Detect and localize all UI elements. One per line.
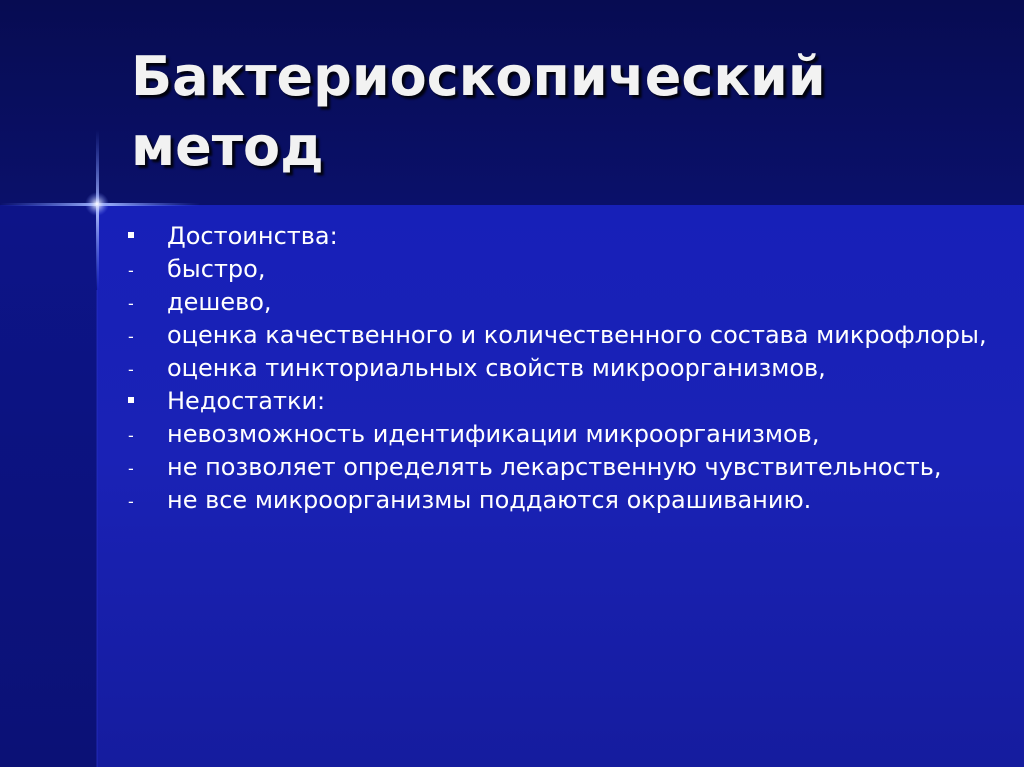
slide-title <box>131 42 991 182</box>
list-item-text: оценка качественного и количественного состава микрофлоры, <box>167 321 987 349</box>
list-item-text: оценка тинкториальных свойств микроорганизмов, <box>167 354 826 382</box>
list-item-text: не все микроорганизмы поддаются окрашиванию. <box>167 486 812 514</box>
list-item-text: не позволяет определять лекарственную чувствительность, <box>167 453 942 481</box>
list-item <box>128 222 988 251</box>
list-item <box>128 453 988 482</box>
left-strip <box>0 205 97 767</box>
dash-bullet-icon: - <box>128 327 134 346</box>
list-item <box>128 420 988 449</box>
list-item-text: Достоинства: <box>167 222 338 250</box>
bullet-list <box>128 222 988 519</box>
list-item <box>128 321 988 350</box>
dash-bullet-icon: - <box>128 492 134 511</box>
list-item <box>128 288 988 317</box>
square-bullet-icon <box>128 232 134 238</box>
dash-bullet-icon: - <box>128 294 134 313</box>
list-item <box>128 255 988 284</box>
list-item-text: быстро, <box>167 255 266 283</box>
list-item-text: дешево, <box>167 288 272 316</box>
title-line-2: метод <box>131 115 324 178</box>
list-item-text: невозможность идентификации микроорганизмов, <box>167 420 820 448</box>
list-item <box>128 486 988 515</box>
title-line-1: Бактериоскопический <box>131 45 826 108</box>
list-item <box>128 387 988 416</box>
dash-bullet-icon: - <box>128 360 134 379</box>
dash-bullet-icon: - <box>128 459 134 478</box>
dash-bullet-icon: - <box>128 261 134 280</box>
list-item <box>128 354 988 383</box>
dash-bullet-icon: - <box>128 426 134 445</box>
square-bullet-icon <box>128 397 134 403</box>
list-item-text: Недостатки: <box>167 387 326 415</box>
